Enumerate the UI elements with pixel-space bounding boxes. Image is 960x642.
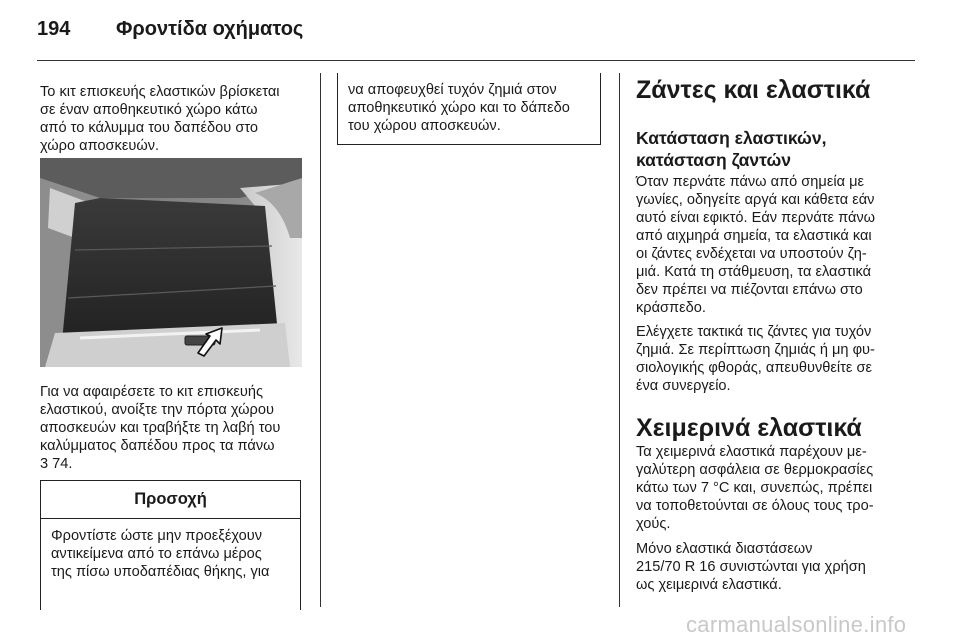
trunk-floor-photo — [40, 158, 302, 367]
text-line: αποσκευών και τραβήξτε τη λαβή του — [40, 420, 281, 436]
warning-line: να αποφευχθεί τυχόν ζημιά στον — [348, 82, 557, 98]
subsection-title-line: Κατάσταση ελαστικών, — [636, 128, 827, 148]
text-line: δεν πρέπει να πιέζονται επάνω στο — [636, 282, 863, 298]
warning-divider — [41, 518, 300, 519]
text-line: χούς. — [636, 516, 671, 532]
text-line: Μόνο ελαστικά διαστάσεων — [636, 541, 813, 557]
text-line: μιά. Κατά τη στάθμευση, τα ελαστικά — [636, 264, 872, 280]
subsection-title — [636, 127, 826, 171]
warning-line: Φροντίστε ώστε μην προεξέχουν — [51, 528, 262, 544]
warning-line: της πίσω υποδαπέδιας θήκης, για — [51, 564, 270, 580]
text-line: ελαστικού, ανοίξτε την πόρτα χώρου — [40, 402, 274, 418]
column-divider-right — [619, 73, 620, 607]
section-title: Ζάντες και ελαστικά — [636, 76, 871, 104]
text-line: αυτό είναι εφικτό. Εάν περνάτε πάνω — [636, 210, 876, 226]
warning-box — [40, 480, 301, 610]
text-line: από αιχμηρά σημεία, τα ελαστικά και — [636, 228, 872, 244]
text-line: Όταν περνάτε πάνω από σημεία με — [636, 174, 864, 190]
text-line: Το κιτ επισκευής ελαστικών βρίσκεται — [40, 84, 280, 100]
text-line: ένα συνεργείο. — [636, 378, 731, 394]
text-line: ζημιά. Σε περίπτωση ζημιάς ή μη φυ- — [636, 342, 875, 358]
page-number: 194 — [37, 18, 71, 40]
warning-line: του χώρου αποσκευών. — [348, 118, 501, 134]
text-line: να τοποθετούνται σε όλους τους τρο- — [636, 498, 874, 514]
text-line: Τα χειμερινά ελαστικά παρέχουν με- — [636, 444, 867, 460]
text-line: 215/70 R 16 συνιστώνται για χρήση — [636, 559, 866, 575]
text-line: κράσπεδο. — [636, 300, 706, 316]
text-line: χώρο αποσκευών. — [40, 138, 160, 154]
warning-line: αποθηκευτικό χώρο και το δάπεδο — [348, 100, 570, 116]
text-line: από το κάλυμμα του δαπέδου στο — [40, 120, 259, 136]
chapter-title: Φροντίδα οχήματος — [116, 18, 304, 40]
warning-title: Προσοχή — [134, 490, 207, 508]
header-divider — [37, 60, 915, 61]
text-line: γαλύτερη ασφάλεια σε θερμοκρασίες — [636, 462, 874, 478]
text-line: κάτω των 7 °C και, συνεπώς, πρέπει — [636, 480, 873, 496]
text-line: οι ζάντες ενδέχεται να υποστούν ζη- — [636, 246, 867, 262]
winter-tyres-title: Χειμερινά ελαστικά — [636, 414, 862, 442]
warning-line: αντικείμενα από το επάνω μέρος — [51, 546, 262, 562]
page-reference-link[interactable]: 3 74. — [40, 456, 73, 472]
warning-box-continued — [337, 73, 601, 145]
text-line: γωνίες, οδηγείτε αργά και κάθετα εάν — [636, 192, 875, 208]
watermark: carmanualsonline.info — [686, 612, 907, 637]
text-line: Για να αφαιρέσετε το κιτ επισκευής — [40, 384, 264, 400]
text-line: σιολογικής φθοράς, απευθυνθείτε σε — [636, 360, 872, 376]
column-divider-left — [320, 73, 321, 607]
text-line: Ελέγχετε τακτικά τις ζάντες για τυχόν — [636, 324, 872, 340]
text-line: σε έναν αποθηκευτικό χώρο κάτω — [40, 102, 258, 118]
text-line: ως χειμερινά ελαστικά. — [636, 577, 782, 593]
subsection-title-line: κατάσταση ζαντών — [636, 150, 791, 170]
text-line: καλύμματος δαπέδου προς τα πάνω — [40, 438, 275, 454]
